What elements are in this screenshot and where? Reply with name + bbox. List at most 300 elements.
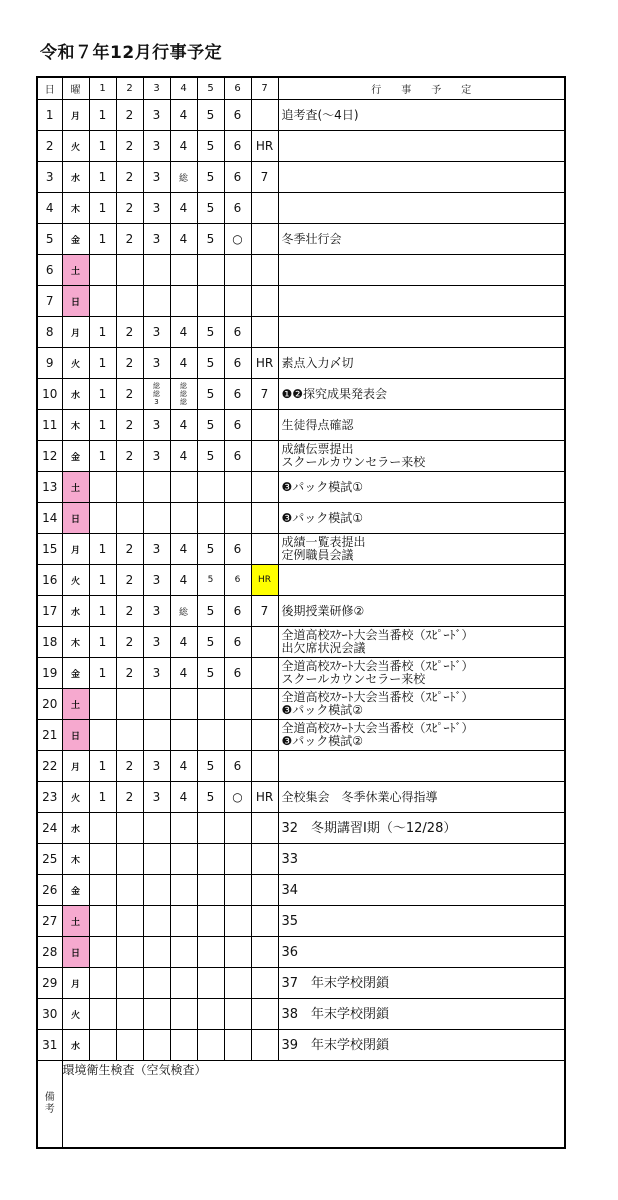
- period-cell: [170, 255, 197, 286]
- period-cell: [89, 689, 116, 720]
- period-cell: [251, 658, 278, 689]
- period-cell: 1: [89, 348, 116, 379]
- period-cell: 2: [116, 596, 143, 627]
- period-cell: [89, 906, 116, 937]
- day-number: 14: [37, 503, 62, 534]
- period-cell: [251, 410, 278, 441]
- period-cell: [170, 906, 197, 937]
- period-cell: 総: [170, 596, 197, 627]
- period-cell: 6: [224, 565, 251, 596]
- event-cell: 追考査(～4日): [278, 100, 565, 131]
- period-cell: 5: [197, 782, 224, 813]
- period-cell: 1: [89, 658, 116, 689]
- period-cell: [170, 720, 197, 751]
- period-cell: 3: [143, 131, 170, 162]
- period-cell: [89, 875, 116, 906]
- period-cell: 4: [170, 317, 197, 348]
- period-cell: [170, 689, 197, 720]
- period-cell: [224, 255, 251, 286]
- period-cell: 1: [89, 782, 116, 813]
- event-cell: 成績伝票提出 スクールカウンセラー来校: [278, 441, 565, 472]
- period-cell: 6: [224, 658, 251, 689]
- period-cell: [251, 472, 278, 503]
- event-cell: [278, 193, 565, 224]
- table-row: [37, 131, 565, 162]
- period-cell: 5: [197, 534, 224, 565]
- period-cell: 6: [224, 534, 251, 565]
- day-number: 18: [37, 627, 62, 658]
- day-number: 22: [37, 751, 62, 782]
- table-row: [37, 162, 565, 193]
- period-cell: [197, 503, 224, 534]
- table-row: [37, 472, 565, 503]
- period-cell: [143, 255, 170, 286]
- weekday-cell: 日: [62, 503, 89, 534]
- period-cell: [251, 534, 278, 565]
- period-cell: [251, 720, 278, 751]
- period-cell: [224, 844, 251, 875]
- weekday-cell: 金: [62, 224, 89, 255]
- weekday-cell: 火: [62, 348, 89, 379]
- notes-text: 環境衛生検査（空気検査）: [62, 1061, 565, 1149]
- period-cell: [89, 968, 116, 999]
- table-row: [37, 348, 565, 379]
- table-row: [37, 255, 565, 286]
- period-cell: 3: [143, 100, 170, 131]
- notes-label: 備 考: [37, 1061, 62, 1149]
- day-number: 10: [37, 379, 62, 410]
- period-cell: [143, 813, 170, 844]
- period-cell: [170, 999, 197, 1030]
- period-cell: 1: [89, 317, 116, 348]
- period-cell: 6: [224, 100, 251, 131]
- period-cell: 2: [116, 410, 143, 441]
- event-cell: 生徒得点確認: [278, 410, 565, 441]
- event-cell: 39 年末学校閉鎖: [278, 1030, 565, 1061]
- period-cell: 3: [143, 224, 170, 255]
- period-cell: [197, 813, 224, 844]
- table-row: [37, 999, 565, 1030]
- day-number: 31: [37, 1030, 62, 1061]
- period-cell: 5: [197, 131, 224, 162]
- period-cell: 3: [143, 782, 170, 813]
- period-cell: [116, 286, 143, 317]
- period-cell: 4: [170, 224, 197, 255]
- day-number: 6: [37, 255, 62, 286]
- period-cell: [170, 286, 197, 317]
- period-cell: [143, 844, 170, 875]
- period-cell: 総 総 3: [143, 379, 170, 410]
- period-cell: 1: [89, 224, 116, 255]
- event-cell: [278, 131, 565, 162]
- period-cell: 5: [197, 410, 224, 441]
- day-number: 23: [37, 782, 62, 813]
- day-number: 12: [37, 441, 62, 472]
- period-cell: [116, 720, 143, 751]
- period-cell: [143, 937, 170, 968]
- event-cell: 素点入力〆切: [278, 348, 565, 379]
- period-cell: 3: [143, 162, 170, 193]
- period-cell: [251, 1030, 278, 1061]
- period-cell: 1: [89, 596, 116, 627]
- table-row: [37, 813, 565, 844]
- period-cell: 1: [89, 627, 116, 658]
- period-cell: 4: [170, 534, 197, 565]
- day-number: 11: [37, 410, 62, 441]
- day-number: 29: [37, 968, 62, 999]
- event-cell: [278, 751, 565, 782]
- period-cell: [116, 875, 143, 906]
- period-cell: [89, 472, 116, 503]
- table-row: [37, 286, 565, 317]
- period-cell: [116, 813, 143, 844]
- period-cell: 3: [143, 317, 170, 348]
- period-cell: 2: [116, 317, 143, 348]
- header-period-2: 2: [116, 77, 143, 100]
- period-cell: 5: [197, 565, 224, 596]
- table-row: [37, 875, 565, 906]
- period-cell: [116, 1030, 143, 1061]
- period-cell: [89, 844, 116, 875]
- period-cell: [251, 813, 278, 844]
- period-cell: [251, 503, 278, 534]
- day-number: 21: [37, 720, 62, 751]
- event-cell: 35: [278, 906, 565, 937]
- period-cell: 2: [116, 100, 143, 131]
- period-cell: 6: [224, 410, 251, 441]
- period-cell: 5: [197, 379, 224, 410]
- weekday-cell: 土: [62, 906, 89, 937]
- period-cell: [197, 255, 224, 286]
- period-cell: 5: [197, 627, 224, 658]
- period-cell: [143, 906, 170, 937]
- period-cell: [224, 689, 251, 720]
- period-cell: ○: [224, 782, 251, 813]
- table-header-row: [37, 77, 565, 100]
- period-cell: 総: [170, 162, 197, 193]
- period-cell: 5: [197, 658, 224, 689]
- period-cell: 1: [89, 379, 116, 410]
- period-cell: 6: [224, 751, 251, 782]
- period-cell: 5: [197, 162, 224, 193]
- table-row: [37, 503, 565, 534]
- event-cell: [278, 286, 565, 317]
- period-cell: [197, 1030, 224, 1061]
- period-cell: [251, 844, 278, 875]
- period-cell: [116, 255, 143, 286]
- table-row: [37, 906, 565, 937]
- period-cell: [224, 720, 251, 751]
- period-cell: 5: [197, 441, 224, 472]
- period-cell: [143, 968, 170, 999]
- day-number: 25: [37, 844, 62, 875]
- period-cell: 3: [143, 627, 170, 658]
- period-cell: 4: [170, 100, 197, 131]
- period-cell: [197, 689, 224, 720]
- period-cell: 4: [170, 565, 197, 596]
- table-row: [37, 379, 565, 410]
- period-cell: [224, 999, 251, 1030]
- period-cell: 7: [251, 379, 278, 410]
- weekday-cell: 水: [62, 379, 89, 410]
- period-cell: [116, 472, 143, 503]
- table-row: [37, 627, 565, 658]
- period-cell: 6: [224, 627, 251, 658]
- period-cell: [143, 875, 170, 906]
- event-cell: 全道高校ｽｹｰﾄ大会当番校（ｽﾋﾟｰﾄﾞ） ❸パック模試②: [278, 720, 565, 751]
- period-cell: [224, 503, 251, 534]
- day-number: 19: [37, 658, 62, 689]
- event-cell: 36: [278, 937, 565, 968]
- period-cell: [89, 720, 116, 751]
- period-cell: 2: [116, 348, 143, 379]
- period-cell: [251, 627, 278, 658]
- period-cell: 6: [224, 379, 251, 410]
- schedule-table: [36, 76, 566, 1149]
- period-cell: 6: [224, 131, 251, 162]
- day-number: 5: [37, 224, 62, 255]
- weekday-cell: 木: [62, 844, 89, 875]
- event-cell: 後期授業研修②: [278, 596, 565, 627]
- period-cell: [143, 503, 170, 534]
- period-cell: 2: [116, 379, 143, 410]
- period-cell: 5: [197, 317, 224, 348]
- header-period-3: 3: [143, 77, 170, 100]
- period-cell: [170, 813, 197, 844]
- day-number: 13: [37, 472, 62, 503]
- period-cell: [251, 317, 278, 348]
- period-cell: [197, 286, 224, 317]
- event-cell: [278, 255, 565, 286]
- weekday-cell: 木: [62, 193, 89, 224]
- period-cell: [197, 844, 224, 875]
- weekday-cell: 土: [62, 472, 89, 503]
- period-cell: 6: [224, 193, 251, 224]
- period-cell: [197, 720, 224, 751]
- table-row: [37, 782, 565, 813]
- weekday-cell: 木: [62, 627, 89, 658]
- period-cell: 1: [89, 565, 116, 596]
- period-cell: [251, 968, 278, 999]
- period-cell: [251, 751, 278, 782]
- period-cell: 4: [170, 131, 197, 162]
- event-cell: 全校集会 冬季休業心得指導: [278, 782, 565, 813]
- period-cell: 7: [251, 162, 278, 193]
- period-cell: 4: [170, 441, 197, 472]
- period-cell: [251, 875, 278, 906]
- header-period-6: 6: [224, 77, 251, 100]
- period-cell: [224, 968, 251, 999]
- period-cell: HR: [251, 131, 278, 162]
- period-cell: 4: [170, 782, 197, 813]
- period-cell: [197, 937, 224, 968]
- table-row: [37, 224, 565, 255]
- period-cell: [116, 937, 143, 968]
- period-cell: [170, 1030, 197, 1061]
- period-cell: 1: [89, 534, 116, 565]
- event-cell: 全道高校ｽｹｰﾄ大会当番校（ｽﾋﾟｰﾄﾞ） スクールカウンセラー来校: [278, 658, 565, 689]
- event-cell: ❸パック模試①: [278, 503, 565, 534]
- highlighted-period-cell: HR: [251, 565, 278, 596]
- event-cell: 全道高校ｽｹｰﾄ大会当番校（ｽﾋﾟｰﾄﾞ） ❸パック模試②: [278, 689, 565, 720]
- period-cell: [143, 689, 170, 720]
- weekday-cell: 月: [62, 968, 89, 999]
- table-row: [37, 720, 565, 751]
- period-cell: 2: [116, 162, 143, 193]
- day-number: 30: [37, 999, 62, 1030]
- period-cell: [251, 286, 278, 317]
- period-cell: [251, 193, 278, 224]
- event-cell: [278, 162, 565, 193]
- weekday-cell: 火: [62, 782, 89, 813]
- period-cell: [170, 472, 197, 503]
- period-cell: 5: [197, 224, 224, 255]
- table-row: [37, 534, 565, 565]
- event-cell: [278, 317, 565, 348]
- period-cell: 2: [116, 751, 143, 782]
- table-row: [37, 193, 565, 224]
- table-row: [37, 968, 565, 999]
- period-cell: 5: [197, 596, 224, 627]
- header-day: 日: [37, 77, 62, 100]
- period-cell: [251, 224, 278, 255]
- day-number: 17: [37, 596, 62, 627]
- period-cell: [251, 100, 278, 131]
- period-cell: 5: [197, 100, 224, 131]
- event-cell: 37 年末学校閉鎖: [278, 968, 565, 999]
- period-cell: [224, 813, 251, 844]
- day-number: 2: [37, 131, 62, 162]
- period-cell: [251, 999, 278, 1030]
- period-cell: 6: [224, 441, 251, 472]
- period-cell: 6: [224, 348, 251, 379]
- header-period-7: 7: [251, 77, 278, 100]
- period-cell: [89, 255, 116, 286]
- day-number: 3: [37, 162, 62, 193]
- period-cell: 2: [116, 627, 143, 658]
- period-cell: 1: [89, 751, 116, 782]
- period-cell: 7: [251, 596, 278, 627]
- weekday-cell: 日: [62, 286, 89, 317]
- event-cell: 38 年末学校閉鎖: [278, 999, 565, 1030]
- period-cell: 1: [89, 100, 116, 131]
- period-cell: [170, 937, 197, 968]
- notes-row: [37, 1061, 565, 1149]
- period-cell: [116, 968, 143, 999]
- weekday-cell: 日: [62, 720, 89, 751]
- period-cell: 2: [116, 441, 143, 472]
- event-cell: ❶❷探究成果発表会: [278, 379, 565, 410]
- table-row: [37, 317, 565, 348]
- period-cell: [251, 906, 278, 937]
- table-row: [37, 441, 565, 472]
- period-cell: 1: [89, 410, 116, 441]
- period-cell: [89, 503, 116, 534]
- table-row: [37, 596, 565, 627]
- weekday-cell: 水: [62, 596, 89, 627]
- period-cell: [170, 503, 197, 534]
- table-row: [37, 937, 565, 968]
- table-row: [37, 658, 565, 689]
- period-cell: [197, 999, 224, 1030]
- period-cell: 3: [143, 534, 170, 565]
- period-cell: ○: [224, 224, 251, 255]
- period-cell: [89, 937, 116, 968]
- period-cell: 4: [170, 627, 197, 658]
- event-cell: 全道高校ｽｹｰﾄ大会当番校（ｽﾋﾟｰﾄﾞ） 出欠席状況会議: [278, 627, 565, 658]
- period-cell: [143, 1030, 170, 1061]
- period-cell: [89, 999, 116, 1030]
- table-row: [37, 844, 565, 875]
- period-cell: 3: [143, 596, 170, 627]
- period-cell: [89, 286, 116, 317]
- period-cell: [224, 906, 251, 937]
- period-cell: 1: [89, 131, 116, 162]
- period-cell: 総 総 総: [170, 379, 197, 410]
- period-cell: 4: [170, 193, 197, 224]
- period-cell: [197, 472, 224, 503]
- period-cell: 4: [170, 658, 197, 689]
- period-cell: [251, 441, 278, 472]
- period-cell: [89, 813, 116, 844]
- weekday-cell: 月: [62, 534, 89, 565]
- period-cell: 4: [170, 751, 197, 782]
- table-row: [37, 689, 565, 720]
- period-cell: 3: [143, 193, 170, 224]
- period-cell: [251, 937, 278, 968]
- period-cell: 3: [143, 658, 170, 689]
- period-cell: [197, 906, 224, 937]
- period-cell: 6: [224, 596, 251, 627]
- period-cell: [89, 1030, 116, 1061]
- period-cell: HR: [251, 348, 278, 379]
- day-number: 9: [37, 348, 62, 379]
- table-row: [37, 565, 565, 596]
- period-cell: 1: [89, 193, 116, 224]
- period-cell: 3: [143, 348, 170, 379]
- weekday-cell: 火: [62, 565, 89, 596]
- weekday-cell: 土: [62, 255, 89, 286]
- day-number: 26: [37, 875, 62, 906]
- period-cell: [170, 844, 197, 875]
- weekday-cell: 月: [62, 751, 89, 782]
- table-row: [37, 410, 565, 441]
- period-cell: 1: [89, 441, 116, 472]
- period-cell: 5: [197, 751, 224, 782]
- weekday-cell: 月: [62, 100, 89, 131]
- period-cell: [143, 720, 170, 751]
- weekday-cell: 水: [62, 813, 89, 844]
- table-row: [37, 1030, 565, 1061]
- header-weekday: 曜: [62, 77, 89, 100]
- weekday-cell: 金: [62, 658, 89, 689]
- period-cell: 2: [116, 534, 143, 565]
- weekday-cell: 金: [62, 441, 89, 472]
- period-cell: [224, 937, 251, 968]
- period-cell: 2: [116, 131, 143, 162]
- period-cell: 2: [116, 224, 143, 255]
- weekday-cell: 火: [62, 131, 89, 162]
- period-cell: 3: [143, 441, 170, 472]
- day-number: 15: [37, 534, 62, 565]
- weekday-cell: 水: [62, 162, 89, 193]
- day-number: 1: [37, 100, 62, 131]
- period-cell: 1: [89, 162, 116, 193]
- header-period-4: 4: [170, 77, 197, 100]
- period-cell: [143, 286, 170, 317]
- day-number: 16: [37, 565, 62, 596]
- header-events: 行 事 予 定: [278, 77, 565, 100]
